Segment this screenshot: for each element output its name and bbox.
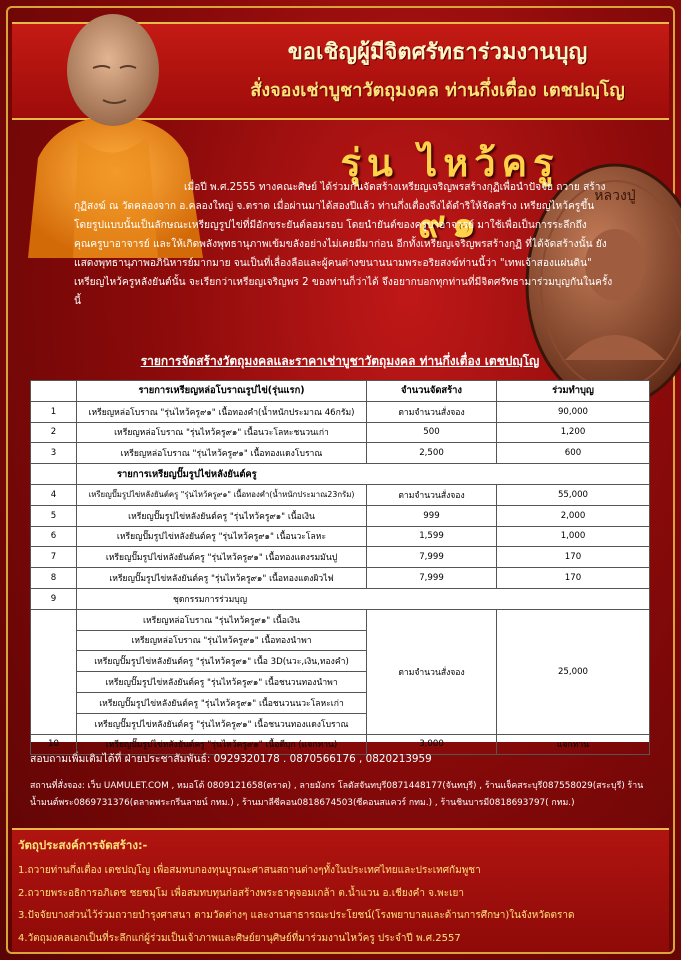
table-row: 10 เหรียญปั๊มรูปไข่หลังยันต์ครู "รุ่นไหว้ครู๙๑" เนื้อดีบุก (แจกทาน) 3,000 แจกทาน (31, 734, 650, 755)
table-header-row (31, 381, 650, 402)
section-header-row: รายการเหรียญปั๊มรูปไข่หลังยันต์ครู (31, 464, 650, 485)
purpose-item: 2.ถวายพระอธิการอภิเดช ชยชมฺโม เพื่อสมทบทุนก่อสร้างพระธาตุจอมเกล้า ต.น้ำแวน อ.เชียงคำ จ.พะเยา (18, 887, 465, 899)
price-table (30, 380, 650, 751)
set-item-row: เหรียญปั๊มรูปไข่หลังยันต์ครู "รุ่นไหว้ครู๙๑" เนื้อชนวนทองแดงโบราณ (31, 713, 650, 734)
set-item-row: เหรียญปั๊มรูปไข่หลังยันต์ครู "รุ่นไหว้ครู๙๑" เนื้อชนวนนวะโลหะเก่า (31, 692, 650, 713)
order-locations: สถานที่สั่งจอง: เว็บ UAMULET.COM , หมอโต้ 0809121658(ตราด) , ลายมังกร โลตัสจันทบุรี0871448177(จันทบุรี) , ร้านแจ็คสระบุรี087558029(สระบุรี) ร้านน้ำมนต์พระ0869731376(ตลาดพระกรีนลายน์ กทม.) , ร้านมาลีซีคอน0818674503(ซีคอนสแควร์ กทม.) , ร้านชินบารมี0818693797( กทม.) (30, 781, 644, 808)
set-item-row: เหรียญหล่อโบราณ "รุ่นไหว้ครู๙๑" เนื้อเงิน ตามจำนวนสั่งจอง 25,000 (31, 609, 650, 630)
table-row: 7 เหรียญปั๊มรูปไข่หลังยันต์ครู "รุ่นไหว้ครู๙๑" เนื้อทองแดงรมมันปู 7,999 170 (31, 547, 650, 568)
table-title: รายการจัดสร้างวัตถุมงคลและราคาเช่าบูชาวัตถุมงคล ท่านกึ่งเตื่อง เตชปญฺโญ (140, 354, 540, 368)
table-row: 9 ชุดกรรมการร่วมบุญ (31, 588, 650, 609)
set-price: 25,000 (497, 609, 650, 734)
set-qty: ตามจำนวนสั่งจอง (367, 609, 497, 734)
header-qty: จำนวนจัดสร้าง (367, 381, 497, 402)
table-row: 8 เหรียญปั๊มรูปไข่หลังยันต์ครู "รุ่นไหว้ครู๙๑" เนื้อทองแดงผิวไฟ 7,999 170 (31, 568, 650, 589)
set-item-row: เหรียญปั๊มรูปไข่หลังยันต์ครู "รุ่นไหว้ครู๙๑" เนื้อ 3D(นวะ,เงิน,ทองคำ) (31, 651, 650, 672)
table-row: 6 เหรียญปั๊มรูปไข่หลังยันต์ครู "รุ่นไหว้ครู๙๑" เนื้อนวะโลหะ 1,599 1,000 (31, 526, 650, 547)
series-title: รุ่น ไหว้ครู ๙๑ (340, 140, 560, 246)
table-row: 1 เหรียญหล่อโบราณ "รุ่นไหว้ครู๙๑" เนื้อทองคำ(น้ำหนักประมาณ 46กรัม) ตามจำนวนสั่งจอง 90,000 (31, 401, 650, 422)
purpose-item: 1.ถวายท่านกึ่งเตื่อง เตชปญฺโญ เพื่อสมทบกองทุนบูรณะศาสนสถานต่างๆทั้งในประเทศไทยและประเทศกัมพูชา (18, 865, 481, 876)
set-item-row: เหรียญหล่อโบราณ "รุ่นไหว้ครู๙๑" เนื้อทองนำพา (31, 630, 650, 651)
table-row: 4 เหรียญปั๊มรูปไข่หลังยันต์ครู "รุ่นไหว้ครู๙๑" เนื้อทองคำ(น้ำหนักประมาณ23กรัม) ตามจำนวนสั่งจอง 55,000 (31, 484, 650, 505)
header-price: ร่วมทำบุญ (497, 381, 650, 402)
svg-text:หลวงปู่: หลวงปู่ (594, 188, 636, 204)
header-item: รายการเหรียญหล่อโบราณรูปไข่(รุ่นแรก) (77, 381, 367, 402)
set-item-row: เหรียญปั๊มรูปไข่หลังยันต์ครู "รุ่นไหว้ครู๙๑" เนื้อชนวนทองนำพา (31, 672, 650, 693)
header-title: ขอเชิญผู้มีจิตศรัทธาร่วมงานบุญ (287, 39, 588, 65)
table-row: 3 เหรียญหล่อโบราณ "รุ่นไหว้ครู๙๑" เนื้อทองแดงโบราณ 2,500 600 (31, 443, 650, 464)
purpose-item: 3.ปัจจัยบางส่วนไว้ร่วมถวายบำรุงศาสนา ตามวัดต่างๆ และงานสาธารณะประโยชน์(โรงพยาบาลและด้านการศึกษา)ในจังหวัดตราด (18, 910, 575, 921)
table-row: 5 เหรียญปั๊มรูปไข่หลังยันต์ครู "รุ่นไหว้ครู๙๑" เนื้อเงิน 999 2,000 (31, 505, 650, 526)
purpose-item: 4.วัตถุมงคลเอกเป็นที่ระลึกแก่ผู้ร่วมเป็นเจ้าภาพและศิษย์ยานุศิษย์ที่มาร่วมงานไหว้ครู ประจำปี พ.ศ.2557 (18, 932, 461, 944)
contact-info: สอบถามเพิ่มเติมได้ที่ ฝ่ายประชาสัมพันธ์: 0929320178 . 0870566176 , 0820213959 (30, 753, 432, 765)
intro-text: เมื่อปี พ.ศ.2555 ทางคณะศิษย์ ได้ร่วมกันจัดสร้างเหรียญเจริญพรสร้างกุฏิเพื่อนำปัจจัย ถวาย สร้างกุฏิสงฆ์ ณ วัดคลองจาก อ.คลองใหญ่ จ.ตราด เมื่อผ่านมาได้สองปีแล้ว ท่านกึ่งเตื่องจึงได้ดำริให้จัดสร้าง เหรียญไหว้ครูขึ้น โดยรูปแบบนั้นเป็นลักษณะเหรียญรูปไข่ที่มีอักขระยันต์ลอมรอบ โดยนำยันต์ของครูบาอาจารย์ มาใช้เพื่อเป็นการระลึกถึงคุณครูบาอาจารย์ และให้เกิดพลังพุทธานุภาพเข้มขลังอย่างไม่เคยมีมาก่อน อีกทั้งเหรียญเจริญพรสร้างกุฏิ ที่ได้จัดสร้างนั้น ยังแสดงพุทธานุภาพอภินิหารย์มากมาย จนเป็นที่เลื่องลือและผู้คนต่างขนานนามพระอริยสงฆ์ท่านนี้ว่า "เทพเจ้าสองแผ่นดิน" เหรียญไหว้ครูหลังยันต์นั้น จะเรียกว่าเหรียญเจริญพร 2 ของท่านก็ว่าได้ จึงอยากบอกทุกท่านที่มีจิตศรัทธามาร่วมบุญกันในครั้งนี้ (74, 182, 613, 307)
purpose-title: วัตถุประสงค์การจัดสร้าง:- (18, 838, 148, 852)
purpose-list (18, 860, 663, 950)
purpose-section (12, 828, 669, 952)
table-row: 2 เหรียญหล่อโบราณ "รุ่นไหว้ครู๙๑" เนื้อนวะโลหะชนวนเก่า 500 1,200 (31, 422, 650, 443)
header-subtitle: สั่งจองเช่าบูชาวัตถุมงคล ท่านกึ่งเตื่อง เตชปญฺโญ (250, 80, 625, 101)
